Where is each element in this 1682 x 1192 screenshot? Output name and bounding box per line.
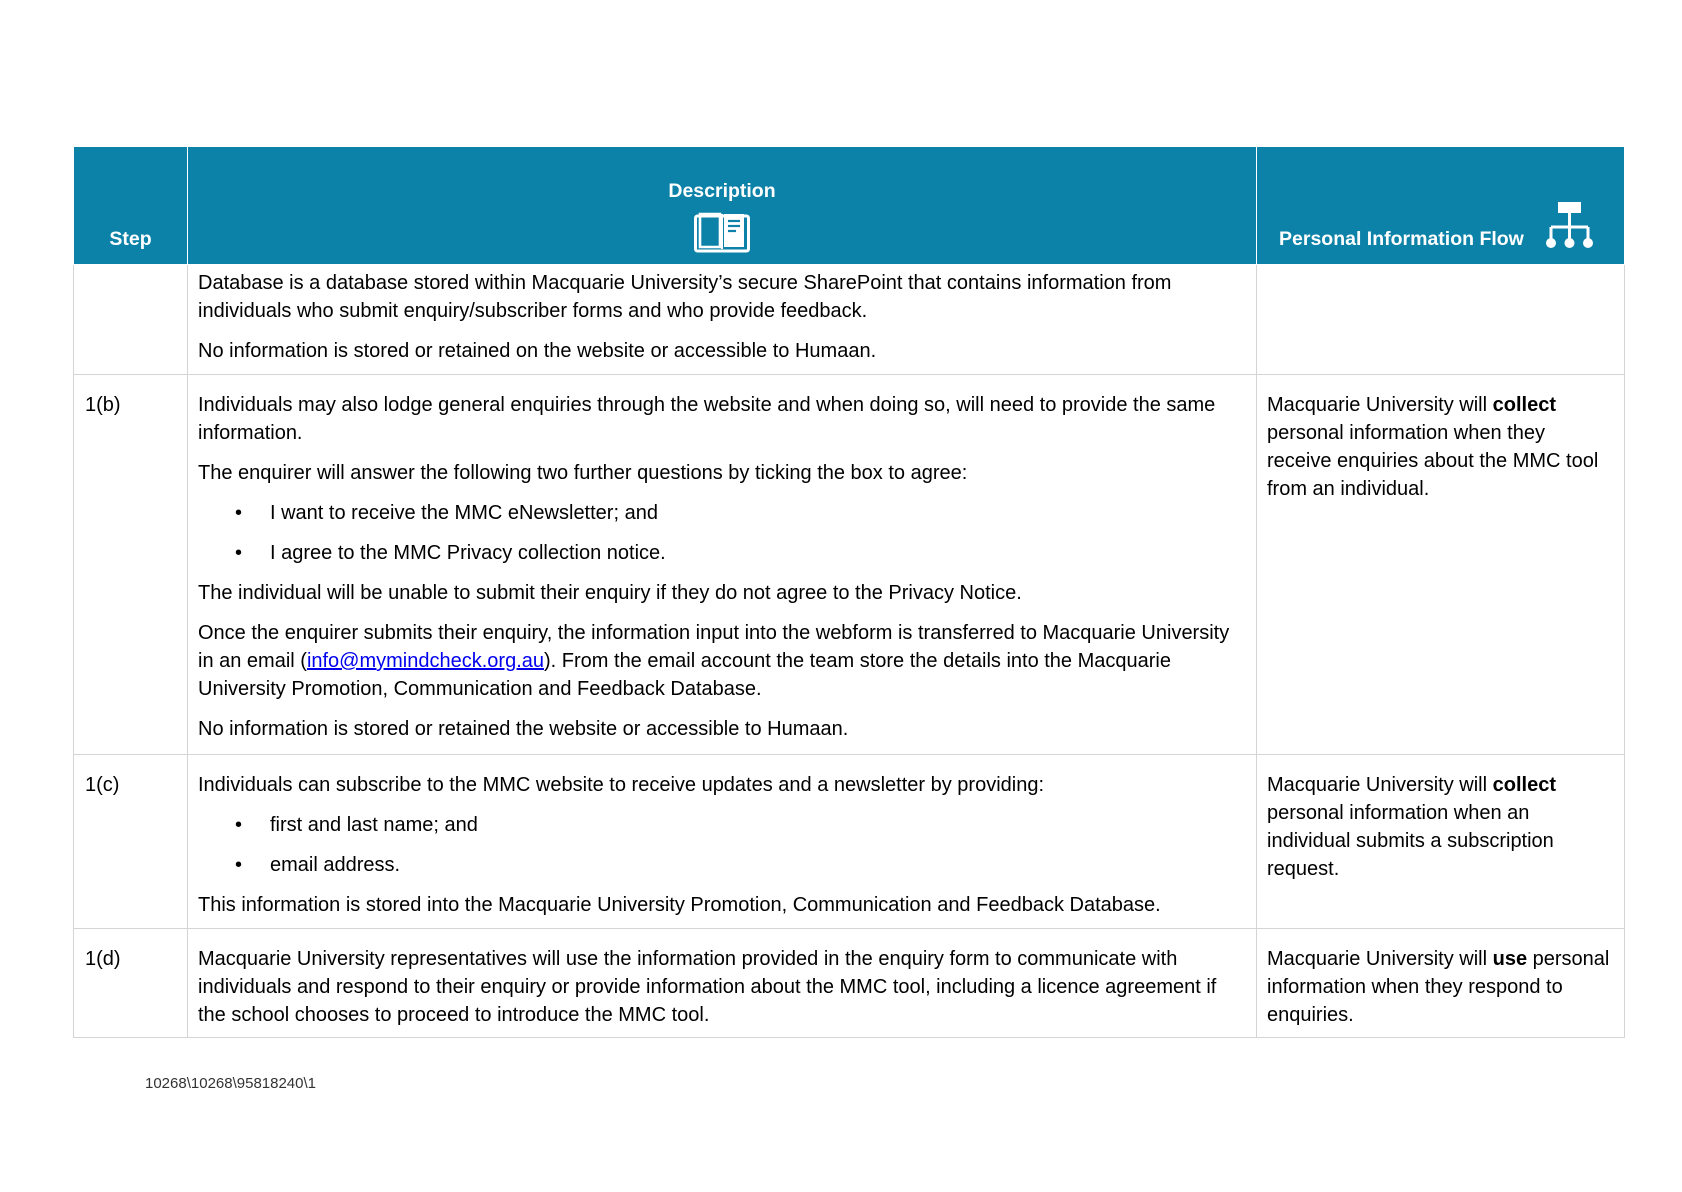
- header-description: [188, 147, 1257, 265]
- step-cell: 1(b): [74, 375, 188, 755]
- description-paragraph: No information is stored or retained the website or accessible to Humaan.: [198, 718, 849, 740]
- description-paragraph: The individual will be unable to submit their enquiry if they do not agree to the Privacy Notice.: [198, 582, 1022, 604]
- table-row: [74, 755, 1625, 929]
- list-item: • email address.: [270, 851, 1246, 879]
- list-item: • first and last name; and: [270, 811, 1246, 839]
- description-paragraph: Once the enquirer submits their enquiry, the information input into the webform is transferred to Macquarie University in an email (info@mymindcheck.org.au). From the email account the team store the details into the Macquarie University Promotion, Communication and Feedback Database.: [198, 622, 1230, 700]
- header-flow-label: Personal Information Flow: [1279, 228, 1524, 250]
- table-row: [74, 375, 1625, 755]
- table-header-row: [74, 147, 1625, 265]
- description-cell: [188, 265, 1257, 375]
- bullet-list: [198, 811, 1246, 879]
- list-item: • I want to receive the MMC eNewsletter; and: [270, 499, 1246, 527]
- description-paragraph: Individuals can subscribe to the MMC website to receive updates and a newsletter by providing:: [198, 774, 1045, 796]
- flow-cell: [1257, 929, 1625, 1038]
- description-paragraph: Macquarie University representatives will use the information provided in the enquiry form to communicate with individuals and respond to their enquiry or provide information about the MMC tool, including a licence agreement if the school chooses to proceed to introduce the MMC tool.: [198, 948, 1217, 1026]
- flow-cell: [1257, 755, 1625, 929]
- table-row: [74, 265, 1625, 375]
- description-paragraph: This information is stored into the Macquarie University Promotion, Communication and Feedback Database.: [198, 894, 1161, 916]
- hierarchy-icon: [1544, 201, 1596, 249]
- book-icon: [694, 211, 750, 253]
- bullet-list: [198, 499, 1246, 567]
- description-paragraph: The enquirer will answer the following two further questions by ticking the box to agree:: [198, 462, 968, 484]
- header-description-label: Description: [668, 180, 776, 202]
- email-link[interactable]: info@mymindcheck.org.au: [306, 650, 545, 672]
- document-reference-footer: 10268\10268\95818240\1: [145, 1075, 317, 1092]
- step-cell: 1(c): [74, 755, 188, 929]
- description-paragraph: Individuals may also lodge general enquiries through the website and when doing so, will need to provide the same information.: [198, 394, 1216, 444]
- description-paragraph: Database is a database stored within Macquarie University’s secure SharePoint that contains information from individuals who submit enquiry/subscriber forms and who provide feedback.: [198, 272, 1172, 322]
- flow-cell: [1257, 265, 1625, 375]
- header-personal-information-flow: [1257, 147, 1625, 265]
- flow-text: Macquarie University will use personal information when they respond to enquiries.: [1267, 948, 1610, 1026]
- description-paragraph: No information is stored or retained on the website or accessible to Humaan.: [198, 340, 877, 362]
- flow-text: Macquarie University will collect personal information when they receive enquiries about the MMC tool from an individual.: [1267, 394, 1599, 500]
- description-cell: [188, 929, 1257, 1038]
- description-cell: [188, 755, 1257, 929]
- flow-cell: [1257, 375, 1625, 755]
- description-cell: [188, 375, 1257, 755]
- header-step: Step: [74, 147, 188, 265]
- flow-text: Macquarie University will collect personal information when an individual submits a subscription request.: [1267, 774, 1556, 880]
- personal-information-flow-table: [73, 146, 1625, 1038]
- table-row: [74, 929, 1625, 1038]
- step-cell: [74, 265, 188, 375]
- list-item: • I agree to the MMC Privacy collection notice.: [270, 539, 1246, 567]
- step-cell: 1(d): [74, 929, 188, 1038]
